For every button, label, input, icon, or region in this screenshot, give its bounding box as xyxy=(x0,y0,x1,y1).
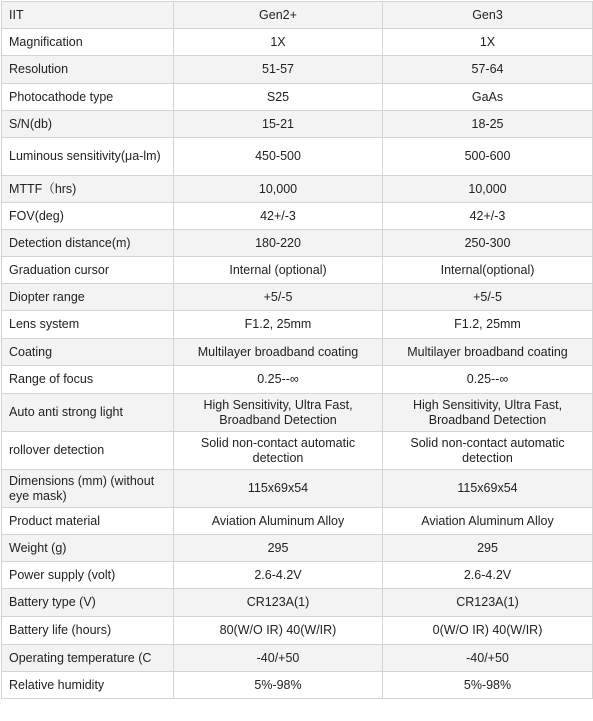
table-row xyxy=(2,284,593,311)
table-row xyxy=(2,617,593,645)
table-row xyxy=(2,56,593,84)
gen3-value-cell: 57-64 xyxy=(383,56,593,84)
gen2-value-cell: Gen2+ xyxy=(174,2,383,29)
gen2-value-cell: 1X xyxy=(174,29,383,56)
table-row xyxy=(2,508,593,535)
table-row xyxy=(2,394,593,432)
gen2-value-cell: F1.2, 25mm xyxy=(174,311,383,339)
gen3-value-cell: Gen3 xyxy=(383,2,593,29)
table-row xyxy=(2,339,593,366)
gen2-value-cell: 0.25--∞ xyxy=(174,366,383,394)
spec-label-cell: FOV(deg) xyxy=(2,203,174,230)
table-row xyxy=(2,311,593,339)
table-row xyxy=(2,138,593,176)
gen3-value-cell: 500-600 xyxy=(383,138,593,176)
gen3-value-cell: +5/-5 xyxy=(383,284,593,311)
spec-label-cell: rollover detection xyxy=(2,432,174,470)
gen2-value-cell: 115x69x54 xyxy=(174,470,383,508)
spec-label-cell: Lens system xyxy=(2,311,174,339)
gen2-value-cell: 15-21 xyxy=(174,111,383,138)
spec-label-cell: Battery type (V) xyxy=(2,589,174,617)
gen3-value-cell: GaAs xyxy=(383,84,593,111)
gen3-value-cell: 2.6-4.2V xyxy=(383,562,593,589)
gen3-value-cell: Internal(optional) xyxy=(383,257,593,284)
table-row xyxy=(2,111,593,138)
gen2-value-cell: 2.6-4.2V xyxy=(174,562,383,589)
spec-label-cell: Operating temperature (C xyxy=(2,645,174,672)
gen2-value-cell: Aviation Aluminum Alloy xyxy=(174,508,383,535)
table-row xyxy=(2,672,593,699)
spec-label-cell: MTTF（hrs) xyxy=(2,176,174,203)
gen3-value-cell: 10,000 xyxy=(383,176,593,203)
spec-label-cell: Photocathode type xyxy=(2,84,174,111)
table-row xyxy=(2,203,593,230)
spec-table-body xyxy=(2,2,593,699)
gen2-value-cell: 51-57 xyxy=(174,56,383,84)
spec-label-cell: Auto anti strong light xyxy=(2,394,174,432)
gen3-value-cell: Solid non-contact automatic detection xyxy=(383,432,593,470)
table-row xyxy=(2,432,593,470)
gen3-value-cell: -40/+50 xyxy=(383,645,593,672)
gen2-value-cell: 295 xyxy=(174,535,383,562)
gen3-value-cell: F1.2, 25mm xyxy=(383,311,593,339)
gen3-value-cell: 0.25--∞ xyxy=(383,366,593,394)
gen3-value-cell: 5%-98% xyxy=(383,672,593,699)
spec-label-cell: Weight (g) xyxy=(2,535,174,562)
spec-label-cell: S/N(db) xyxy=(2,111,174,138)
table-row xyxy=(2,645,593,672)
spec-label-cell: Graduation cursor xyxy=(2,257,174,284)
table-row xyxy=(2,84,593,111)
spec-label-cell: Dimensions (mm) (without eye mask) xyxy=(2,470,174,508)
gen2-value-cell: 10,000 xyxy=(174,176,383,203)
table-row xyxy=(2,230,593,257)
gen3-value-cell: Multilayer broadband coating xyxy=(383,339,593,366)
gen2-value-cell: 450-500 xyxy=(174,138,383,176)
gen3-value-cell: 250-300 xyxy=(383,230,593,257)
gen2-value-cell: Multilayer broadband coating xyxy=(174,339,383,366)
gen2-value-cell: High Sensitivity, Ultra Fast, Broadband Detection xyxy=(174,394,383,432)
gen3-value-cell: 115x69x54 xyxy=(383,470,593,508)
table-row xyxy=(2,535,593,562)
gen2-value-cell: Internal (optional) xyxy=(174,257,383,284)
gen3-value-cell: 18-25 xyxy=(383,111,593,138)
gen2-value-cell: Solid non-contact automatic detection xyxy=(174,432,383,470)
gen3-value-cell: High Sensitivity, Ultra Fast, Broadband Detection xyxy=(383,394,593,432)
table-row xyxy=(2,470,593,508)
gen2-value-cell: CR123A(1) xyxy=(174,589,383,617)
gen2-value-cell: S25 xyxy=(174,84,383,111)
table-row xyxy=(2,366,593,394)
gen2-value-cell: -40/+50 xyxy=(174,645,383,672)
gen3-value-cell: 295 xyxy=(383,535,593,562)
gen2-value-cell: 5%-98% xyxy=(174,672,383,699)
spec-label-cell: Resolution xyxy=(2,56,174,84)
spec-label-cell: Luminous sensitivity(μa-lm) xyxy=(2,138,174,176)
gen2-value-cell: 80(W/O IR) 40(W/IR) xyxy=(174,617,383,645)
table-row xyxy=(2,562,593,589)
table-row xyxy=(2,257,593,284)
spec-label-cell: Relative humidity xyxy=(2,672,174,699)
spec-label-cell: IIT xyxy=(2,2,174,29)
gen3-value-cell: 1X xyxy=(383,29,593,56)
spec-label-cell: Product material xyxy=(2,508,174,535)
table-row xyxy=(2,176,593,203)
spec-comparison-table xyxy=(1,1,593,699)
spec-label-cell: Range of focus xyxy=(2,366,174,394)
spec-label-cell: Magnification xyxy=(2,29,174,56)
gen3-value-cell: 0(W/O IR) 40(W/IR) xyxy=(383,617,593,645)
table-row xyxy=(2,589,593,617)
gen2-value-cell: +5/-5 xyxy=(174,284,383,311)
spec-label-cell: Power supply (volt) xyxy=(2,562,174,589)
spec-label-cell: Diopter range xyxy=(2,284,174,311)
spec-label-cell: Coating xyxy=(2,339,174,366)
spec-label-cell: Battery life (hours) xyxy=(2,617,174,645)
gen2-value-cell: 180-220 xyxy=(174,230,383,257)
gen3-value-cell: CR123A(1) xyxy=(383,589,593,617)
table-row xyxy=(2,29,593,56)
gen2-value-cell: 42+/-3 xyxy=(174,203,383,230)
gen3-value-cell: 42+/-3 xyxy=(383,203,593,230)
table-row xyxy=(2,2,593,29)
gen3-value-cell: Aviation Aluminum Alloy xyxy=(383,508,593,535)
spec-label-cell: Detection distance(m) xyxy=(2,230,174,257)
